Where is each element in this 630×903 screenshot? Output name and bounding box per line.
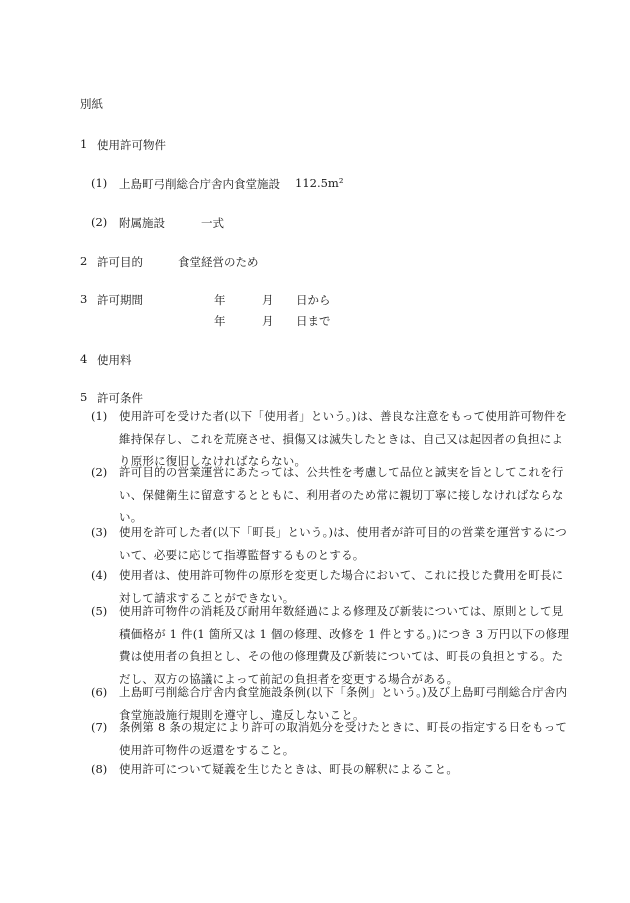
condition-number: (8) bbox=[91, 762, 108, 776]
section-1-item-1-number: (1) bbox=[91, 176, 108, 190]
section-2-number: 2 bbox=[80, 254, 88, 268]
period-start-month: 月 bbox=[262, 293, 274, 307]
condition-text: 条例第 8 条の規定により許可の取消処分を受けたときに、町長の指定する日をもって使用許可物件の返還をすること。 bbox=[119, 720, 568, 757]
section-1-title: 使用許可物件 bbox=[97, 138, 166, 152]
condition-text: 使用許可物件の消耗及び耐用年数経過による修理及び新装については、原則として見積価格が 1 件(1 箇所又は 1 個の修理、改修を 1 件とする。)につき 3 万円以下の修理費は使用者の負担とし、その他の修理費及び新装については、町長の負担とする。ただし、双方の協議によって前記の負担者を変更する場合がある。 bbox=[119, 604, 570, 686]
condition-text: 使用許可について疑義を生じたときは、町長の解釈によること。 bbox=[119, 762, 459, 776]
condition-number: (7) bbox=[91, 720, 108, 734]
condition-number: (2) bbox=[91, 465, 108, 479]
condition-number: (1) bbox=[91, 409, 108, 423]
section-4-title: 使用料 bbox=[97, 353, 132, 367]
section-1-item-2-value: 一式 bbox=[201, 216, 224, 230]
period-end-month: 月 bbox=[262, 314, 274, 328]
section-3-title: 許可期間 bbox=[97, 293, 143, 307]
section-4-number: 4 bbox=[80, 352, 88, 366]
page-heading: 別紙 bbox=[80, 97, 103, 111]
condition-item bbox=[91, 521, 573, 566]
condition-number: (5) bbox=[91, 604, 108, 618]
section-1-number: 1 bbox=[80, 137, 88, 151]
condition-item bbox=[91, 716, 573, 761]
section-1-item-2-number: (2) bbox=[91, 215, 108, 229]
condition-text: 使用を許可した者(以下「町長」という。)は、使用者が許可目的の営業を運営するについて、必要に応じて指導監督するものとする。 bbox=[119, 525, 567, 562]
condition-number: (6) bbox=[91, 685, 108, 699]
section-1-item-1-text: 上島町弓削総合庁舎内食堂施設 bbox=[119, 177, 280, 191]
period-end-year: 年 bbox=[214, 314, 226, 328]
period-start-year: 年 bbox=[214, 293, 226, 307]
condition-text: 使用許可を受けた者(以下「使用者」という。)は、善良な注意をもって使用許可物件を維持保存し、これを荒廃させ、損傷又は滅失したときは、自己又は起因者の負担により原形に復旧しなければならない。 bbox=[119, 409, 568, 468]
condition-number: (4) bbox=[91, 568, 108, 582]
condition-text: 上島町弓削総合庁舎内食堂施設条例(以下「条例」という。)及び上島町弓削総合庁舎内食堂施設施行規則を遵守し、違反しないこと。 bbox=[119, 685, 568, 722]
section-3-number: 3 bbox=[80, 292, 88, 306]
condition-item bbox=[91, 758, 573, 781]
section-2-title: 許可目的 bbox=[97, 255, 143, 269]
section-1-item-2-text: 附属施設 bbox=[119, 216, 165, 230]
condition-text: 許可目的の営業運営にあたっては、公共性を考慮して品位と誠実を旨としてこれを行い、保健衛生に留意するとともに、利用者のため常に親切丁寧に接しなければならない。 bbox=[119, 465, 564, 524]
condition-item bbox=[91, 600, 573, 690]
section-1-item-1-area: 112.5m² bbox=[295, 176, 344, 190]
condition-text: 使用者は、使用許可物件の原形を変更した場合において、これに投じた費用を町長に対して請求することができない。 bbox=[119, 568, 564, 605]
section-2-value: 食堂経営のため bbox=[178, 255, 259, 269]
section-5-number: 5 bbox=[80, 390, 88, 404]
section-5-title: 許可条件 bbox=[97, 391, 143, 405]
period-start-day: 日から bbox=[296, 293, 331, 307]
period-end-day: 日まで bbox=[296, 314, 331, 328]
condition-item bbox=[91, 461, 573, 529]
condition-number: (3) bbox=[91, 525, 108, 539]
